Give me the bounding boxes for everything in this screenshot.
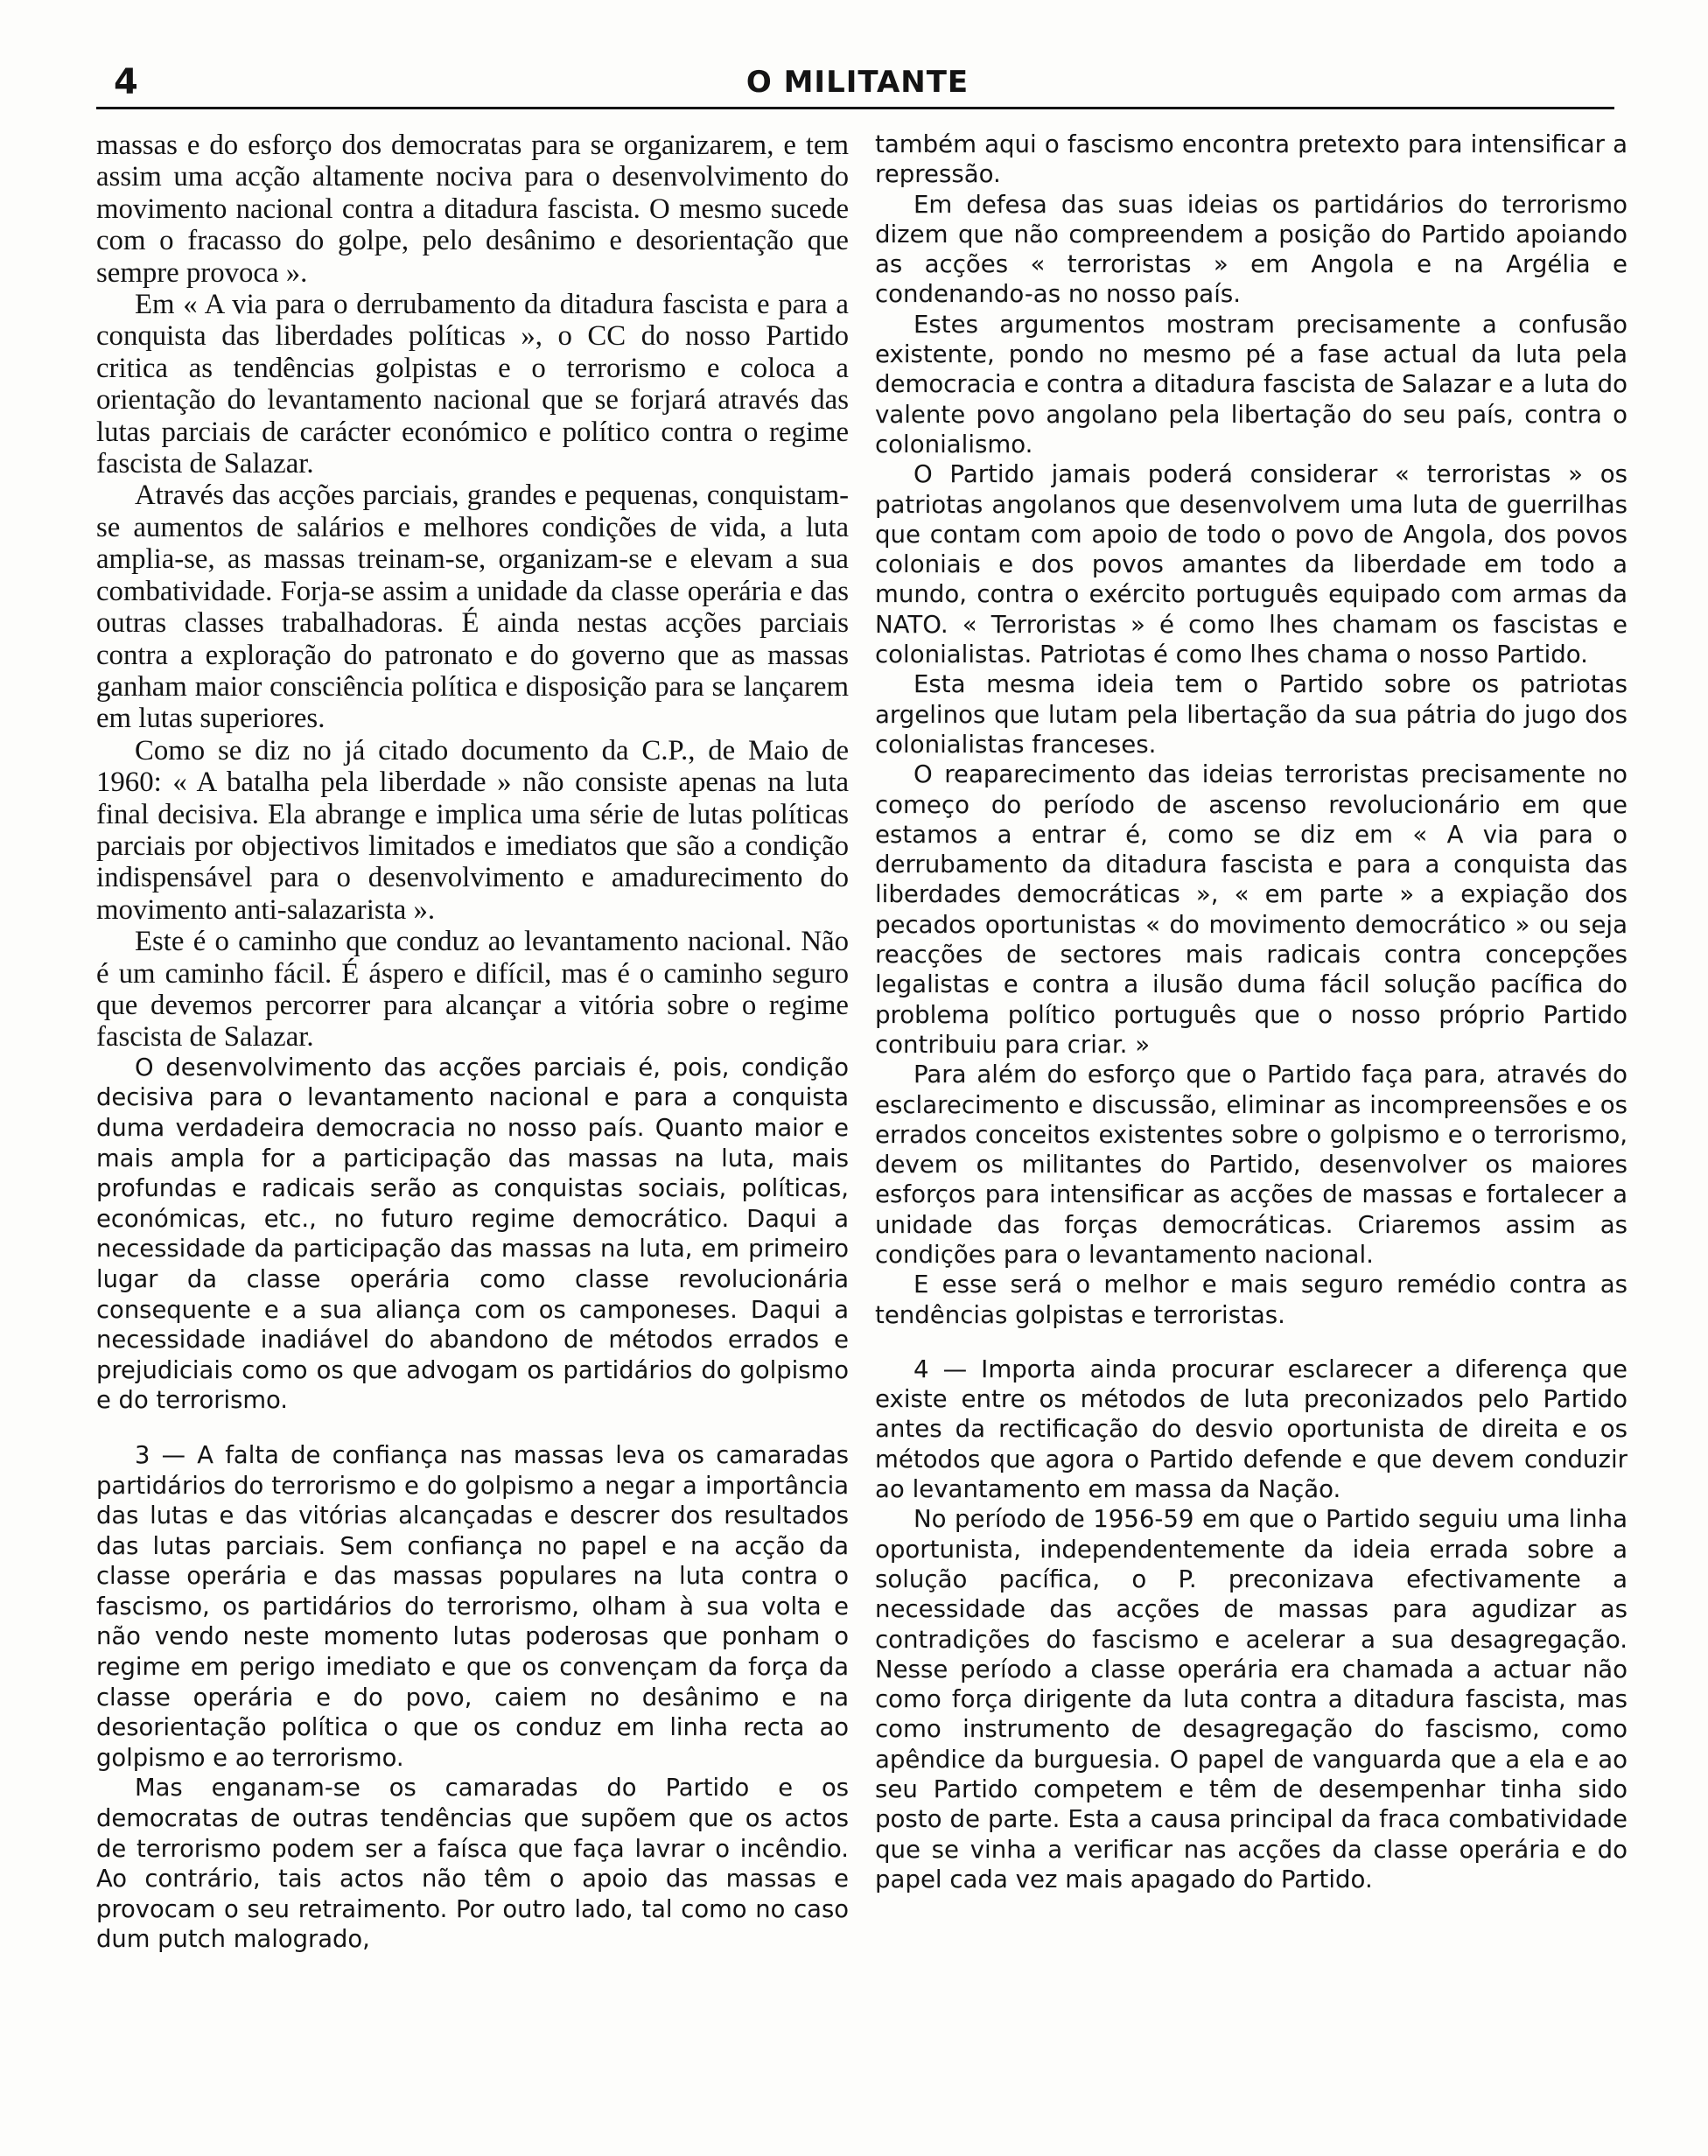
section-3-paragraph: 3 — A falta de confiança nas massas leva os camaradas partidários do terrorismo e do golpismo a negar a importância das lutas e das vitórias alcançadas e descrer dos resultados das lutas parciais. Sem confiança no papel e na acção da classe operária e das massas populares na luta contra o fascismo, os partidários do terrorismo, olham à sua volta e não vendo neste momento lutas poderosas que ponham o regime em perigo imediato e que os convençam da força da classe operária e do povo, caiem no desânimo e na desorientação política o que os conduz em linha recta ao golpismo e ao terrorismo. [96,1441,849,1772]
paragraph: Como se diz no já citado documento da C.P., de Maio de 1960: « A batalha pela liberdade » não consiste apenas na luta final decisiva. Ela abrange e implica uma série de lutas políticas parciais por objectivos limitados e imediatos que são a condição indispensável para o desenvolvimento e amadurecimento do movimento anti-salazarista ». [96,734,849,926]
paragraph: O desenvolvimento das acções parciais é, pois, condição decisiva para o levantamento nacional e para a conquista duma verdadeira democracia no nosso país. Quanto maior e mais ampla for a participação das massas na luta, mais profundas e radicais serão as conquistas sociais, políticas, económicas, etc., no futuro regime democrático. Daqui a necessidade da participação das massas na luta, em primeiro lugar da classe operária como classe revolucionária consequente e a sua aliança com os camponeses. Daqui a necessidade inadiável do abandono de métodos errados e prejudiciais como os que advogam os partidários do golpismo e do terrorismo. [96,1054,849,1415]
paragraph: O reaparecimento das ideias terroristas precisamente no começo do período de ascenso revolucionário em que estamos a entrar é, como se diz em « A via para o derrubamento da ditadura fascista e para a conquista das liberdades democráticas », « em parte » a expiação dos pecados oportunistas « do movimento democrático » ou seja reacções de sectores mais radicais contra concepções legalistas e contra a ilusão duma fácil solução pacífica do problema político português que o nosso próprio Partido contribuiu para criar. » [875,760,1628,1059]
paragraph: Esta mesma ideia tem o Partido sobre os patriotas argelinos que lutam pela libertação da sua pátria do jugo dos colonialistas franceses. [875,669,1628,759]
section-4-paragraph: 4 — Importa ainda procurar esclarecer a diferença que existe entre os métodos de luta preconizados pelo Partido antes da rectificação do desvio oportunista de direita e os métodos que agora o Partido defende e que devem conduzir ao levantamento em massa da Nação. [875,1354,1628,1504]
paragraph: No período de 1956-59 em que o Partido seguiu uma linha oportunista, independentemente da ideia errada sobre a solução pacífica, o P. preconizava efectivamente a necessidade das acções de massas para agudizar as contradições do fascismo e acelerar a sua desagregação. Nesse período a classe operária era chamada a actuar não como força dirigente da luta contra a ditadura fascista, mas como instrumento de desagregação do fascismo, como apêndice da burguesia. O papel de vanguarda que a ela e ao seu Partido competem e têm de desempenhar tinha sido posto de parte. Esta a causa principal da fraca combatividade que se vinha a verificar nas acções da classe operária e do papel cada vez mais apagado do Partido. [875,1504,1628,1894]
left-column [96,130,849,2133]
paragraph: O Partido jamais poderá considerar « terroristas » os patriotas angolanos que desenvolvem uma luta de guerrilhas que contam com apoio de todo o povo de Angola, dos povos coloniais e dos povos amantes da liberdade em todo a mundo, contra o exército português equipado com armas da NATO. « Terroristas » é como lhes chamam os fascistas e colonialistas. Patriotas é como lhes chama o nosso Partido. [875,459,1628,669]
header-rule [96,107,1614,109]
paragraph: também aqui o fascismo encontra pretexto para intensificar a repressão. [875,130,1628,189]
paragraph: massas e do esforço dos democratas para se organizarem, e tem assim uma acção altamente nociva para o desenvolvimento do movimento nacional contra a ditadura fascista. O mesmo sucede com o fracasso do golpe, pelo desânimo e desorientação que sempre provoca ». [96,130,849,289]
right-column [875,130,1628,2133]
paragraph: Em « A via para o derrubamento da ditadura fascista e para a conquista das liberdades políticas », o CC do nosso Partido critica as tendências golpistas e o terrorismo e coloca a orientação do levantamento nacional que se forjará através das lutas parciais de carácter económico e político contra o regime fascista de Salazar. [96,289,849,480]
paragraph: Em defesa das suas ideias os partidários do terrorismo dizem que não compreendem a posição do Partido apoiando as acções « terroristas » em Angola e na Argélia e condenando-as no nosso país. [875,189,1628,309]
paragraph: Para além do esforço que o Partido faça para, através do esclarecimento e discussão, eliminar as incompreensões e os errados conceitos existentes sobre o golpismo e o terrorismo, devem os militantes do Partido, desenvolver os maiores esforços para intensificar as acções de massas e fortalecer a unidade das forças democráticas. Criaremos assim as condições para o levantamento nacional. [875,1060,1628,1269]
paragraph: Mas enganam-se os camaradas do Partido e os democratas de outras tendências que supõem que os actos de terrorismo podem ser a faísca que faça lavrar o incêndio. Ao contrário, tais actos não têm o apoio das massas e provocam o seu retraimento. Por outro lado, tal como no caso dum putch malogrado, [96,1774,849,1954]
page-number: 4 [114,62,138,102]
publication-title: O MILITANTE [746,65,970,100]
paragraph: Estes argumentos mostram precisamente a confusão existente, pondo no mesmo pé a fase actual da luta pela democracia e contra a ditadura fascista de Salazar e a luta do valente povo angolano pela libertação do seu país, contra o colonialismo. [875,309,1628,458]
paragraph: Através das acções parciais, grandes e pequenas, conquistam-se aumentos de salários e melhores condições de vida, a luta amplia-se, as massas treinam-se, organizam-se e elevam a sua combatividade. Forja-se assim a unidade da classe operária e das outras classes trabalhadoras. É ainda nestas acções parciais contra a exploração do patronato e do governo que as massas ganham maior consciência política e disposição para se lançarem em lutas superiores. [96,480,849,735]
paragraph: E esse será o melhor e mais seguro remédio contra as tendências golpistas e terroristas. [875,1270,1628,1329]
page-header [96,61,1619,114]
paragraph: Este é o caminho que conduz ao levantamento nacional. Não é um caminho fácil. É áspero e difícil, mas é o caminho seguro que devemos percorrer para alcançar a vitória sobre o regime fascista de Salazar. [96,926,849,1054]
